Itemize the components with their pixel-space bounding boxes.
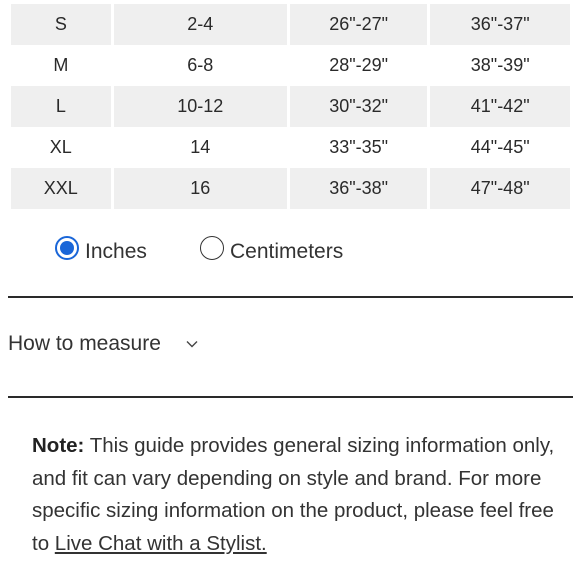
size-cell: 41"-42" xyxy=(430,86,570,127)
centimeters-radio[interactable] xyxy=(200,236,224,260)
size-cell: S xyxy=(11,4,111,45)
size-cell: M xyxy=(53,55,69,75)
unit-toggle xyxy=(55,236,455,270)
size-cell: 16 xyxy=(114,168,287,209)
size-cell: XXL xyxy=(11,168,111,209)
divider xyxy=(8,296,573,298)
size-row xyxy=(11,86,570,127)
size-cell: 36"-37" xyxy=(430,4,570,45)
size-row xyxy=(11,168,570,209)
size-cell: 38"-39" xyxy=(470,55,530,75)
how-to-measure-toggle[interactable] xyxy=(8,332,199,356)
sizing-note xyxy=(32,430,572,560)
note-body: This guide provides general sizing information only, and fit can vary depending on style and brand. For more specific sizing information on the product, please feel free to xyxy=(32,434,555,555)
size-chart-table xyxy=(8,4,573,209)
centimeters-label: Centimeters xyxy=(230,240,344,263)
chevron-down-icon xyxy=(185,337,199,351)
size-cell: 2-4 xyxy=(114,4,287,45)
size-row xyxy=(11,4,570,45)
size-row xyxy=(11,45,570,86)
divider xyxy=(8,396,573,398)
size-cell: 10-12 xyxy=(114,86,287,127)
size-cell: 33"-35" xyxy=(329,137,389,157)
size-cell: 36"-38" xyxy=(290,168,428,209)
inches-option[interactable] xyxy=(55,236,147,263)
size-cell: 47"-48" xyxy=(430,168,570,209)
size-cell: L xyxy=(11,86,111,127)
note-prefix: Note: xyxy=(32,434,85,457)
size-cell: XL xyxy=(49,137,72,157)
size-cell: 28"-29" xyxy=(329,55,389,75)
size-row xyxy=(11,127,570,168)
how-to-measure-label: How to measure xyxy=(8,332,161,355)
size-cell: 26"-27" xyxy=(290,4,428,45)
size-cell: 6-8 xyxy=(187,55,214,75)
size-chart-body xyxy=(11,4,570,209)
size-cell: 44"-45" xyxy=(470,137,530,157)
inches-radio[interactable] xyxy=(55,236,79,260)
size-cell: 14 xyxy=(190,137,211,157)
inches-label: Inches xyxy=(85,240,147,263)
live-chat-link[interactable]: Live Chat with a Stylist. xyxy=(54,531,267,555)
size-cell: 30"-32" xyxy=(290,86,428,127)
centimeters-option[interactable] xyxy=(200,236,344,263)
